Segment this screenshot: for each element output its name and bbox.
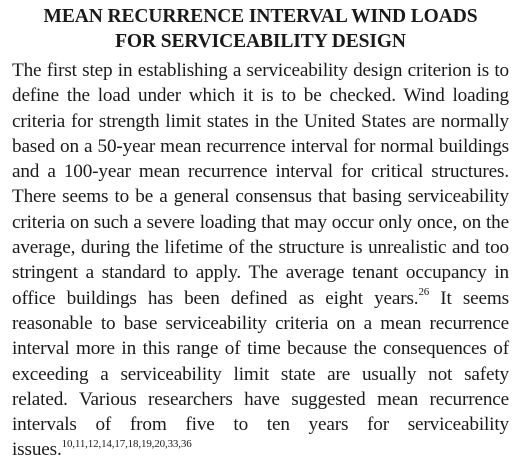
reference-superscript-1: 26: [418, 286, 430, 299]
reference-superscript-2: 10,11,12,14,17,18,19,20,33,36: [61, 438, 192, 451]
heading-line-2: FOR SERVICEABILITY DESIGN: [115, 31, 406, 52]
section-heading: [12, 4, 509, 54]
paragraph-text-part-1: The first step in establishing a serviceability design criterion is to define the load under which it is to be checked. Wind loading criteria for strength limit states in the United States are normally based on a 50-year mean recurrence interval for normal buildings and a 100-year mean recurrence interval for critical structures. There seems to be a general consensus that basing serviceability criteria on such a severe loading that may occur only once, on the average, during the lifetime of the structure is unrealistic and too stringent a standard to apply. The average tenant occupancy in office buildings has been defined as eight years.: [12, 60, 509, 309]
document-page: [12, 4, 509, 463]
body-paragraph: [12, 58, 509, 463]
paragraph-text-part-2: It seems reasonable to base serviceability criteria on a mean recurrence interval more in this range of time because the consequences of exceeding a serviceability limit state are usually not safety related. Various researchers have suggested mean recurrence intervals of from five to ten years for serviceability issues.: [12, 287, 509, 461]
heading-line-1: MEAN RECURRENCE INTERVAL WIND LOADS: [43, 6, 478, 27]
